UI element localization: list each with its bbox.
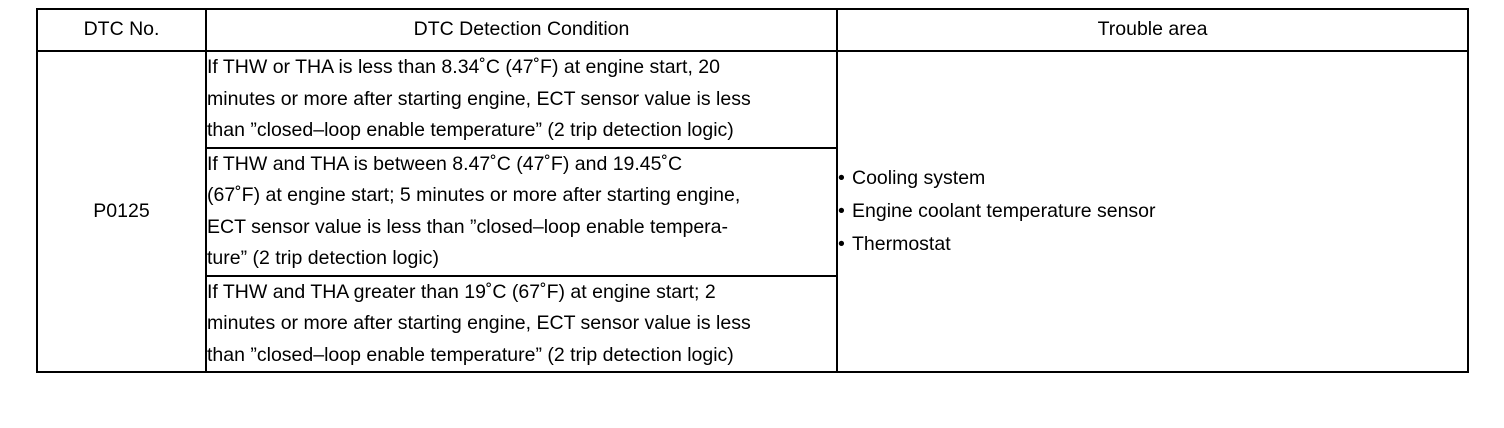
trouble-area-cell [837, 51, 1468, 372]
header-dtc-no: DTC No. [37, 9, 206, 51]
condition-cell-3 [206, 276, 837, 373]
condition-text-line: If THW and THA is between 8.47˚C (47˚F) and 19.45˚C [207, 152, 683, 175]
dtc-table [36, 8, 1469, 373]
condition-text-line: than ”closed–loop enable temperature” (2 trip detection logic) [207, 119, 734, 141]
condition-text-line: ECT sensor value is less than ”closed–loop enable tempera- [207, 215, 729, 238]
condition-text-line: minutes or more after starting engine, ECT sensor value is less [207, 312, 751, 334]
condition-cell-1 [206, 51, 837, 148]
bullet-icon: • [838, 233, 845, 255]
dtc-code-cell: P0125 [37, 51, 206, 372]
list-item [838, 228, 1467, 261]
list-item [838, 162, 1467, 195]
header-row [37, 9, 1468, 51]
condition-text-line: than ”closed–loop enable temperature” (2 trip detection logic) [207, 343, 734, 366]
header-detection-condition: DTC Detection Condition [206, 9, 837, 51]
condition-text-line: minutes or more after starting engine, ECT sensor value is less [207, 87, 751, 110]
condition-text-line: If THW and THA greater than 19˚C (67˚F) at engine start; 2 [207, 280, 716, 303]
bullet-icon: • [838, 167, 845, 189]
condition-text-line: ture” (2 trip detection logic) [207, 247, 439, 269]
condition-text-line: (67˚F) at engine start; 5 minutes or more after starting engine, [207, 184, 741, 206]
trouble-area-label: Engine coolant temperature sensor [852, 200, 1156, 222]
trouble-area-label: Cooling system [852, 167, 986, 189]
trouble-area-list [838, 162, 1467, 261]
condition-text-line: If THW or THA is less than 8.34˚C (47˚F) at engine start, 20 [207, 56, 720, 78]
header-trouble-area: Trouble area [837, 9, 1468, 51]
bullet-icon: • [838, 200, 845, 222]
trouble-area-label: Thermostat [852, 233, 951, 255]
list-item [838, 195, 1467, 228]
table-row [37, 51, 1468, 148]
condition-cell-2 [206, 148, 837, 276]
